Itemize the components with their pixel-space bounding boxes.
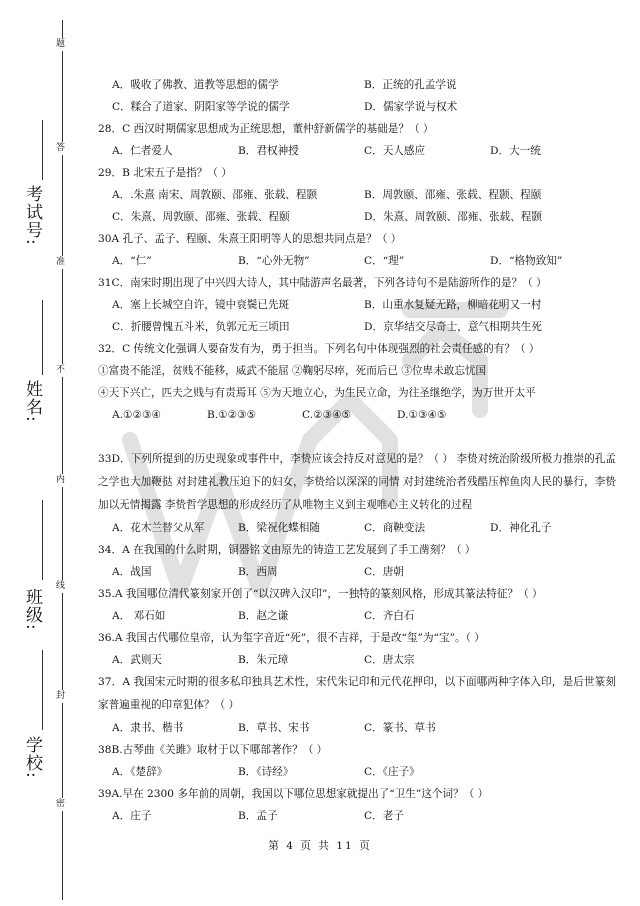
q28-options xyxy=(98,140,616,162)
seal-char: 密 xyxy=(56,799,66,809)
question-37: 37．A 我国宋元时期的很多私印独具艺术性，宋代朱记印和元代花押印，以下面哪两种字体入印，是后世篆刻家普遍重视的印章犯体？（ ） xyxy=(98,676,616,711)
q31-option-d[interactable]: D．京华结交尽奇士，意气相期共生死 xyxy=(364,321,542,333)
q33-options xyxy=(98,517,616,539)
question-content xyxy=(98,74,616,827)
school-label: 学校: xyxy=(22,736,42,779)
q35-options xyxy=(98,605,616,627)
q37-option-b[interactable]: B．草书、宋书 xyxy=(238,722,310,734)
q30-option-c[interactable]: C．“理” xyxy=(364,255,405,267)
q34-option-b[interactable]: B．西周 xyxy=(238,566,278,578)
seal-char: 不 xyxy=(56,365,66,375)
question-28: 28．C 西汉时期儒家思想成为正统思想，董仲舒新儒学的基础是？（ ） xyxy=(98,123,434,135)
q31-options xyxy=(98,316,616,338)
seal-char: 内 xyxy=(56,475,66,485)
seal-char: 准 xyxy=(56,257,66,267)
school-field[interactable] xyxy=(42,650,43,730)
q37-option-a[interactable]: A．隶书、楷书 xyxy=(112,722,184,734)
page-footer: 第 4 页 共 11 页 xyxy=(268,840,372,852)
q30-option-d[interactable]: D．“格物致知” xyxy=(490,255,563,267)
question-35: 35.A 我国哪位清代篆刻家开创了“以汉碑入汉印”，一独特的篆刻风格，形成其篆法特征？（ ） xyxy=(98,588,543,600)
q38-option-b[interactable]: B．《诗经》 xyxy=(238,766,294,778)
q31-options xyxy=(98,294,616,316)
q29-option-c[interactable]: C．朱熹、周敦颐、邵雍、张载、程颐 xyxy=(112,211,290,223)
q29-options xyxy=(98,206,616,228)
q36-option-a[interactable]: A．武则天 xyxy=(112,654,163,666)
q28-option-b[interactable]: B．君权神授 xyxy=(238,145,299,157)
question-32-statements: ①富贵不能淫，贫贱不能移，威武不能屈 ②鞠躬尽瘁，死而后已 ③位卑未敢忘忧国 xyxy=(98,365,487,377)
q28-option-d[interactable]: D．大一统 xyxy=(490,145,541,157)
q33-option-a[interactable]: A．花木兰替父从军 xyxy=(112,522,205,534)
q35-option-a[interactable]: A． 邓石如 xyxy=(112,610,166,622)
name-label: 姓名: xyxy=(22,380,42,423)
q32-option-b[interactable]: B.①②③⑤ xyxy=(207,409,257,421)
question-39: 39A.早在 2300 多年前的周朝，我国以下哪位思想家就提出了“卫生”这个词？（ ） xyxy=(98,788,489,800)
q39-options xyxy=(98,805,616,827)
q29-option-d[interactable]: D．朱熹、周敦颐、邵雍、张载、程颢 xyxy=(364,211,542,223)
question-38: 38B.古琴曲《关雎》取材于以下哪部著作？（ ） xyxy=(98,744,328,756)
q30-option-a[interactable]: A．“仁” xyxy=(112,255,152,267)
q27-options xyxy=(98,96,616,118)
q29-option-b[interactable]: B．周敦颐、邵雍、张载、程颢、程颐 xyxy=(364,189,542,201)
q32-option-d[interactable]: D.①③④⑤ xyxy=(397,409,447,421)
q38-option-c[interactable]: C．《庄子》 xyxy=(364,766,420,778)
q29-options xyxy=(98,184,616,206)
q27-option-d[interactable]: D．儒家学说与权术 xyxy=(364,101,458,113)
q34-option-c[interactable]: C．唐朝 xyxy=(364,566,404,578)
q34-option-a[interactable]: A．战国 xyxy=(112,566,152,578)
q32-option-c[interactable]: C.②③④⑤ xyxy=(302,409,352,421)
question-32-statements: ④天下兴亡，匹夫之贱与有责焉耳 ⑤为天地立心，为生民立命，为往圣继绝学，为万世开太平 xyxy=(98,387,536,399)
q28-option-a[interactable]: A．仁者爱人 xyxy=(112,145,173,157)
q27-options xyxy=(98,74,616,96)
question-32: 32．C 传统文化强调人要奋发有为，勇于担当。下列名句中体现强烈的社会责任感的有？（ ） xyxy=(98,343,540,355)
q36-options xyxy=(98,649,616,671)
q27-option-c[interactable]: C．糅合了道家、阴阳家等学说的儒学 xyxy=(112,101,290,113)
q35-option-b[interactable]: B．赵之谦 xyxy=(238,610,289,622)
seal-char: 线 xyxy=(56,581,66,591)
q39-option-c[interactable]: C．老子 xyxy=(364,810,404,822)
q38-option-a[interactable]: A．《楚辞》 xyxy=(112,766,168,778)
spacer xyxy=(98,426,616,448)
q39-option-a[interactable]: A．庄子 xyxy=(112,810,152,822)
q29-option-a[interactable]: A．.朱熹 南宋、周敦颐、邵雍、张载、程颢 xyxy=(112,189,318,201)
q38-options xyxy=(98,761,616,783)
q33-option-c[interactable]: C．商鞅变法 xyxy=(364,522,426,534)
q32-options xyxy=(98,404,492,426)
q36-option-b[interactable]: B．朱元璋 xyxy=(238,654,289,666)
seal-char: 封 xyxy=(56,691,66,701)
class-label: 班级: xyxy=(22,588,42,631)
name-field[interactable] xyxy=(42,300,43,375)
q37-option-c[interactable]: C．篆书、草书 xyxy=(364,722,436,734)
q36-option-c[interactable]: C．唐太宗 xyxy=(364,654,415,666)
question-36: 36.A 我国古代哪位皇帝，认为玺字音近“死”，很不吉祥，于是改“玺”为“宝”。（ ） xyxy=(98,632,485,644)
q27-option-b[interactable]: B．正统的孔孟学说 xyxy=(364,79,457,91)
class-field[interactable] xyxy=(42,500,43,580)
q30-options xyxy=(98,250,616,272)
binding-margin xyxy=(0,0,80,906)
seal-char: 题 xyxy=(56,39,66,49)
q31-option-a[interactable]: A．塞上长城空自许，镜中衰鬓已先斑 xyxy=(112,299,290,311)
question-29: 29．B 北宋五子是指？（ ） xyxy=(98,167,232,179)
q28-option-c[interactable]: C．天人感应 xyxy=(364,145,426,157)
q37-options xyxy=(98,717,616,739)
q31-option-b[interactable]: B．山重水复疑无路，柳暗花明又一村 xyxy=(364,299,542,311)
exam-number-label: 考试号: xyxy=(22,185,42,246)
q32-option-a[interactable]: A.①②③④ xyxy=(112,409,162,421)
question-33: 33D．下列所提到的历史现象或事件中，李贽应该会持反对意见的是？（ ） 李贽对统治阶级所极力推崇的孔孟之学也大加鞭挞 对封建礼教压迫下的妇女，李贽给以深深的同情 对封建统治者残酷压榨鱼肉人民的暴行，李贽加以无情揭露 李贽哲学思想的形成经历了从唯物主义到主观唯心主义转化的过程 xyxy=(98,453,616,511)
question-30: 30A 孔子、孟子、程颐、朱熹王阳明等人的思想共同点是？（ ） xyxy=(98,233,402,245)
q34-options xyxy=(98,561,616,583)
q39-option-b[interactable]: B．孟子 xyxy=(238,810,278,822)
seal-char: 答 xyxy=(56,143,66,153)
q31-option-c[interactable]: C．折腰曾愧五斗米，负郭元无三顷田 xyxy=(112,321,290,333)
q33-option-b[interactable]: B．梁祝化蝶相随 xyxy=(238,522,320,534)
exam-number-field[interactable] xyxy=(42,120,43,180)
question-31: 31C．南宋时期出现了中兴四大诗人，其中陆游声名最著，下列各诗句不是陆游所作的是？（ ） xyxy=(98,277,547,289)
question-34: 34．A 在我国的什么时期，铜器铭文由原先的铸造工艺发展到了手工凿刻？（ ） xyxy=(98,544,476,556)
q35-option-c[interactable]: C．齐白石 xyxy=(364,610,415,622)
q27-option-a[interactable]: A．吸收了佛教、道教等思想的儒学 xyxy=(112,79,279,91)
q33-option-d[interactable]: D．神化孔子 xyxy=(490,522,552,534)
q30-option-b[interactable]: B．“心外无物” xyxy=(238,255,310,267)
